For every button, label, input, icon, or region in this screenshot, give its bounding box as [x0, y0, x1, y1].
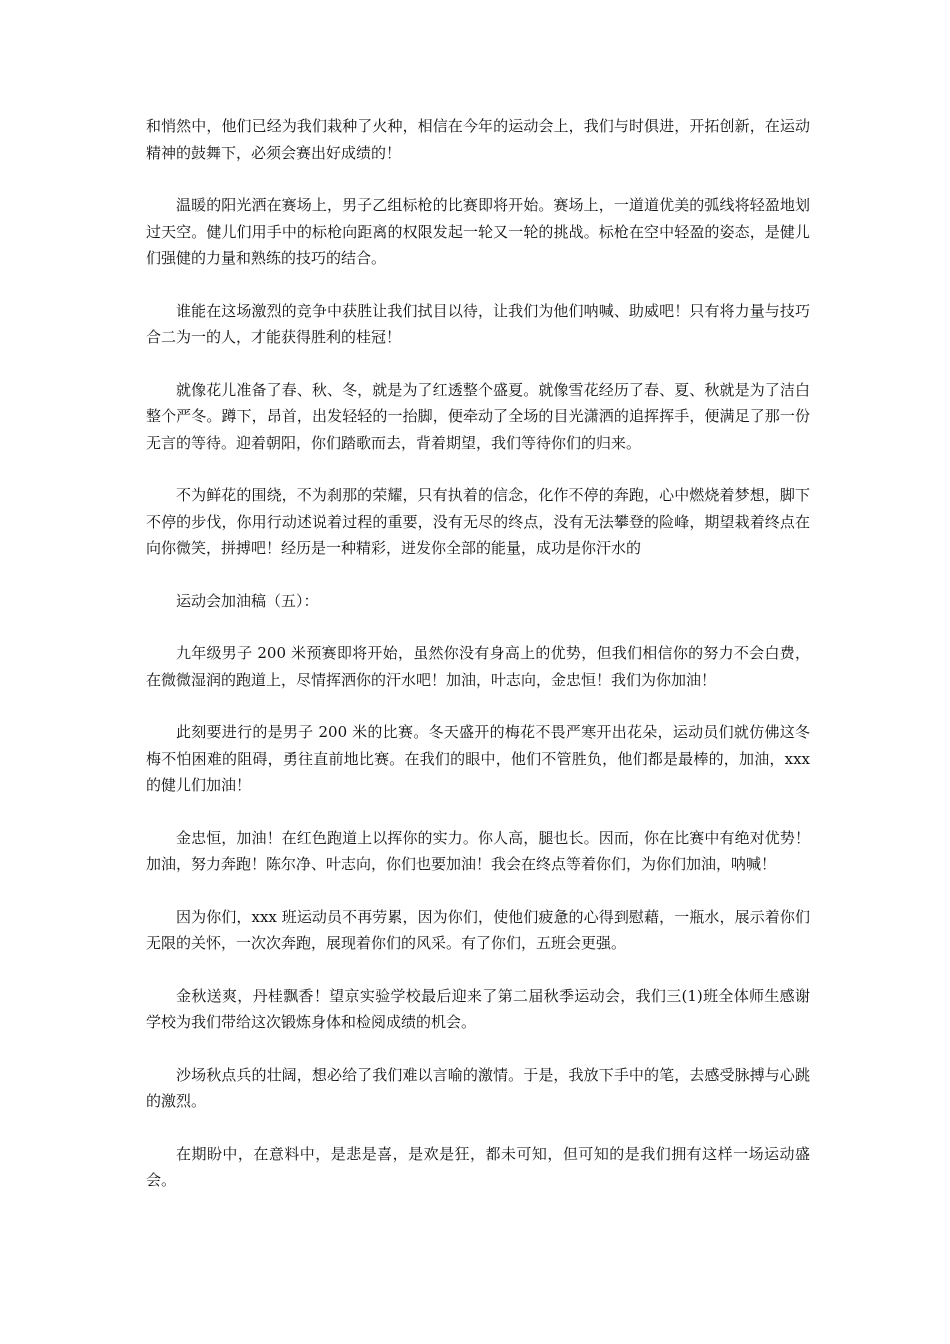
paragraph-8: 此刻要进行的是男子 200 米的比赛。冬天盛开的梅花不畏严寒开出花朵，运动员们就仿佛这冬梅不怕困难的阻碍，勇往直前地比赛。在我们的眼中，他们不管胜负，他们都是最棒的，加油，xxx 的健儿们加油！ — [146, 723, 810, 794]
document-body — [146, 113, 810, 1194]
paragraph-1: 和悄然中，他们已经为我们栽种了火种，相信在今年的运动会上，我们与时俱进，开拓创新，在运动精神的鼓舞下，必须会赛出好成绩的！ — [146, 117, 810, 162]
paragraph-11: 金秋送爽，丹桂飘香！望京实验学校最后迎来了第二届秋季运动会，我们三(1)班全体师生感谢学校为我们带给这次锻炼身体和检阅成绩的机会。 — [146, 986, 810, 1031]
section-heading: 运动会加油稿（五）： — [176, 591, 319, 610]
paragraph-12: 沙场秋点兵的壮阔，想必给了我们难以言喻的激情。于是，我放下手中的笔，去感受脉搏与心跳的激烈。 — [146, 1065, 810, 1110]
paragraph-3: 谁能在这场激烈的竞争中获胜让我们拭目以待，让我们为他们呐喊、助威吧！只有将力量与技巧合二为一的人，才能获得胜利的桂冠！ — [146, 301, 810, 346]
paragraph-5: 不为鲜花的围绕，不为刹那的荣耀，只有执着的信念，化作不停的奔跑，心中燃烧着梦想，脚下不停的步伐，你用行动述说着过程的重要，没有无尽的终点，没有无法攀登的险峰，期望栽着终点在向你微笑，拼搏吧！经历是一种精彩，迸发你全部的能量，成功是你汗水的 — [146, 486, 810, 557]
paragraph-9: 金忠恒，加油！在红色跑道上以挥你的实力。你人高，腿也长。因而，你在比赛中有绝对优势！加油，努力奔跑！陈尔净、叶志向，你们也要加油！我会在终点等着你们，为你们加油，呐喊！ — [146, 828, 810, 873]
paragraph-10: 因为你们，xxx 班运动员不再劳累，因为你们，使他们疲惫的心得到慰藉，一瓶水，展示着你们无限的关怀，一次次奔跑，展现着你们的风采。有了你们，五班会更强。 — [146, 907, 810, 952]
paragraph-4: 就像花儿准备了春、秋、冬，就是为了红透整个盛夏。就像雪花经历了春、夏、秋就是为了洁白整个严冬。蹲下，昂首，出发轻轻的一抬脚，便牵动了全场的目光潇洒的追挥挥手，便满足了那一份无言的等待。迎着朝阳，你们踏歌而去，背着期望，我们等待你们的归来。 — [146, 380, 810, 452]
paragraph-2: 温暖的阳光洒在赛场上，男子乙组标枪的比赛即将开始。赛场上，一道道优美的弧线将轻盈地划过天空。健儿们用手中的标枪向距离的权限发起一轮又一轮的挑战。标枪在空中轻盈的姿态，是健儿们强健的力量和熟练的技巧的结合。 — [146, 196, 810, 267]
paragraph-13: 在期盼中，在意料中，是悲是喜，是欢是狂，都未可知，但可知的是我们拥有这样一场运动盛会。 — [146, 1144, 810, 1189]
paragraph-7: 九年级男子 200 米预赛即将开始，虽然你没有身高上的优势，但我们相信你的努力不会白费，在微微湿润的跑道上，尽情挥洒你的汗水吧！加油，叶志向，金忠恒！我们为你加油！ — [146, 644, 810, 689]
